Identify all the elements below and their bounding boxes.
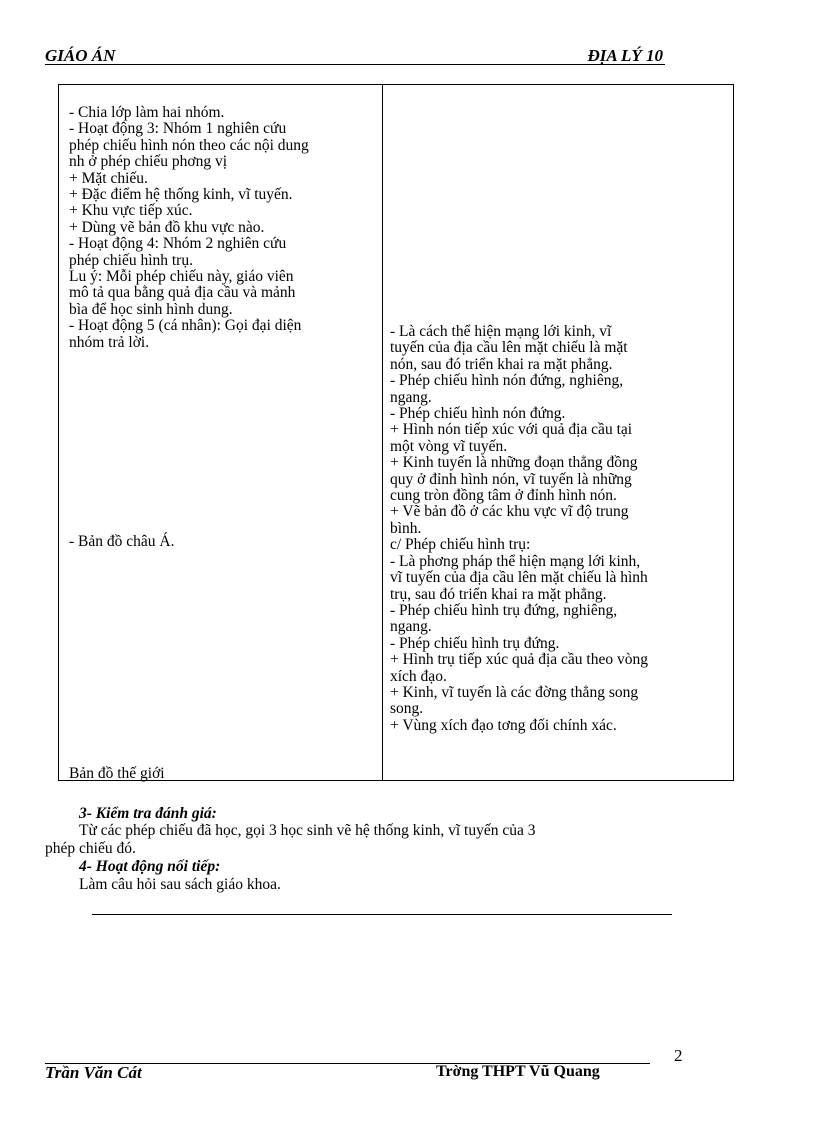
left-line: + Đặc điểm hệ thống kinh, vĩ tuyến. (69, 186, 293, 204)
map-world-note: Bản đồ thế giới (69, 765, 165, 782)
right-line: + Hình trụ tiếp xúc quả địa cầu theo vòng (390, 651, 648, 669)
page-header (45, 46, 665, 65)
right-line: nón, sau đó triển khai ra mặt phẳng. (390, 355, 613, 373)
right-line: + Kinh, vĩ tuyến là các đờng thẳng song (390, 683, 639, 701)
end-divider (92, 914, 672, 915)
right-line: ngang. (390, 618, 432, 636)
right-line: vĩ tuyến của địa cầu lên mặt chiếu là hình (390, 569, 648, 587)
column-divider (382, 85, 383, 780)
left-line: nh ở phép chiếu phơng vị (69, 153, 228, 171)
footer-author: Trần Văn Cát (45, 1063, 142, 1082)
header-right: ĐỊA LÝ 10 (587, 46, 663, 65)
right-line: cung tròn đồng tâm ở đỉnh hình nón. (390, 487, 617, 505)
section3-text: Từ các phép chiếu đã học, gọi 3 học sinh vẽ hệ thống kinh, vĩ tuyến của 3 (79, 822, 536, 839)
right-line: + Vùng xích đạo tơng đối chính xác. (390, 716, 617, 734)
footer-school: Trờng THPT Vũ Quang (436, 1063, 600, 1080)
left-line: + Dùng vẽ bản đồ khu vực nào. (69, 218, 265, 236)
left-line: nhóm trả lời. (69, 333, 150, 351)
content-column (390, 324, 728, 734)
left-line: mô tả qua bằng quả địa cầu và mảnh (69, 284, 296, 302)
left-line: - Hoạt động 3: Nhóm 1 nghiên cứu (69, 120, 287, 138)
right-line: một vòng vĩ tuyến. (390, 437, 508, 455)
right-line: + Kinh tuyến là những đoạn thẳng đồng (390, 454, 638, 472)
left-line: + Mặt chiếu. (69, 169, 148, 187)
left-line: phép chiếu hình trụ. (69, 251, 193, 269)
teacher-activities-column (69, 105, 377, 351)
right-line: c/ Phép chiếu hình trụ: (390, 536, 531, 554)
lesson-table (58, 84, 734, 781)
right-line: - Là cách thể hiện mạng lới kinh, vĩ (390, 323, 612, 340)
page-number: 2 (674, 1046, 683, 1065)
left-line: - Chia lớp làm hai nhóm. (69, 104, 225, 121)
section4-text: Làm câu hỏi sau sách giáo khoa. (79, 876, 281, 893)
right-line: tuyến của địa cầu lên mặt chiếu là mặt (390, 339, 628, 357)
right-line: - Phép chiếu hình nón đứng. (390, 405, 566, 423)
right-line: quy ở đỉnh hình nón, vĩ tuyến là những (390, 470, 632, 488)
right-line: - Phép chiếu hình trụ đứng. (390, 634, 560, 652)
right-line: - Phép chiếu hình nón đứng, nghiêng, (390, 372, 624, 390)
right-line: - Phép chiếu hình trụ đứng, nghiêng, (390, 601, 618, 619)
right-line: trụ, sau đó triển khai ra mặt phẳng. (390, 585, 607, 603)
left-line: - Hoạt động 4: Nhóm 2 nghiên cứu (69, 235, 287, 253)
left-line: phép chiếu hình nón theo các nội dung (69, 136, 309, 154)
right-line: xích đạo. (390, 667, 447, 685)
left-line: - Hoạt động 5 (cá nhân): Gọi đại diện (69, 317, 302, 335)
right-line: - Là phơng pháp thể hiện mạng lới kinh, (390, 552, 641, 570)
right-line: ngang. (390, 388, 432, 406)
section3-heading: 3- Kiểm tra đánh giá: (79, 805, 217, 822)
left-line: bìa để học sinh hình dung. (69, 300, 233, 318)
left-line: Lu ý: Mỗi phép chiếu này, giáo viên (69, 268, 294, 286)
right-line: bình. (390, 519, 422, 537)
left-line: + Khu vực tiếp xúc. (69, 202, 193, 220)
right-line: + Vẽ bản đồ ở các khu vực vĩ độ trung (390, 503, 629, 521)
right-line: song. (390, 700, 424, 718)
section4-heading: 4- Hoạt động nối tiếp: (79, 858, 221, 875)
section3-text-cont: phép chiếu đó. (45, 840, 136, 857)
map-asia-note: - Bản đồ châu Á. (69, 533, 175, 550)
header-left: GIÁO ÁN (45, 46, 116, 65)
right-line: + Hình nón tiếp xúc với quả địa cầu tại (390, 421, 633, 439)
